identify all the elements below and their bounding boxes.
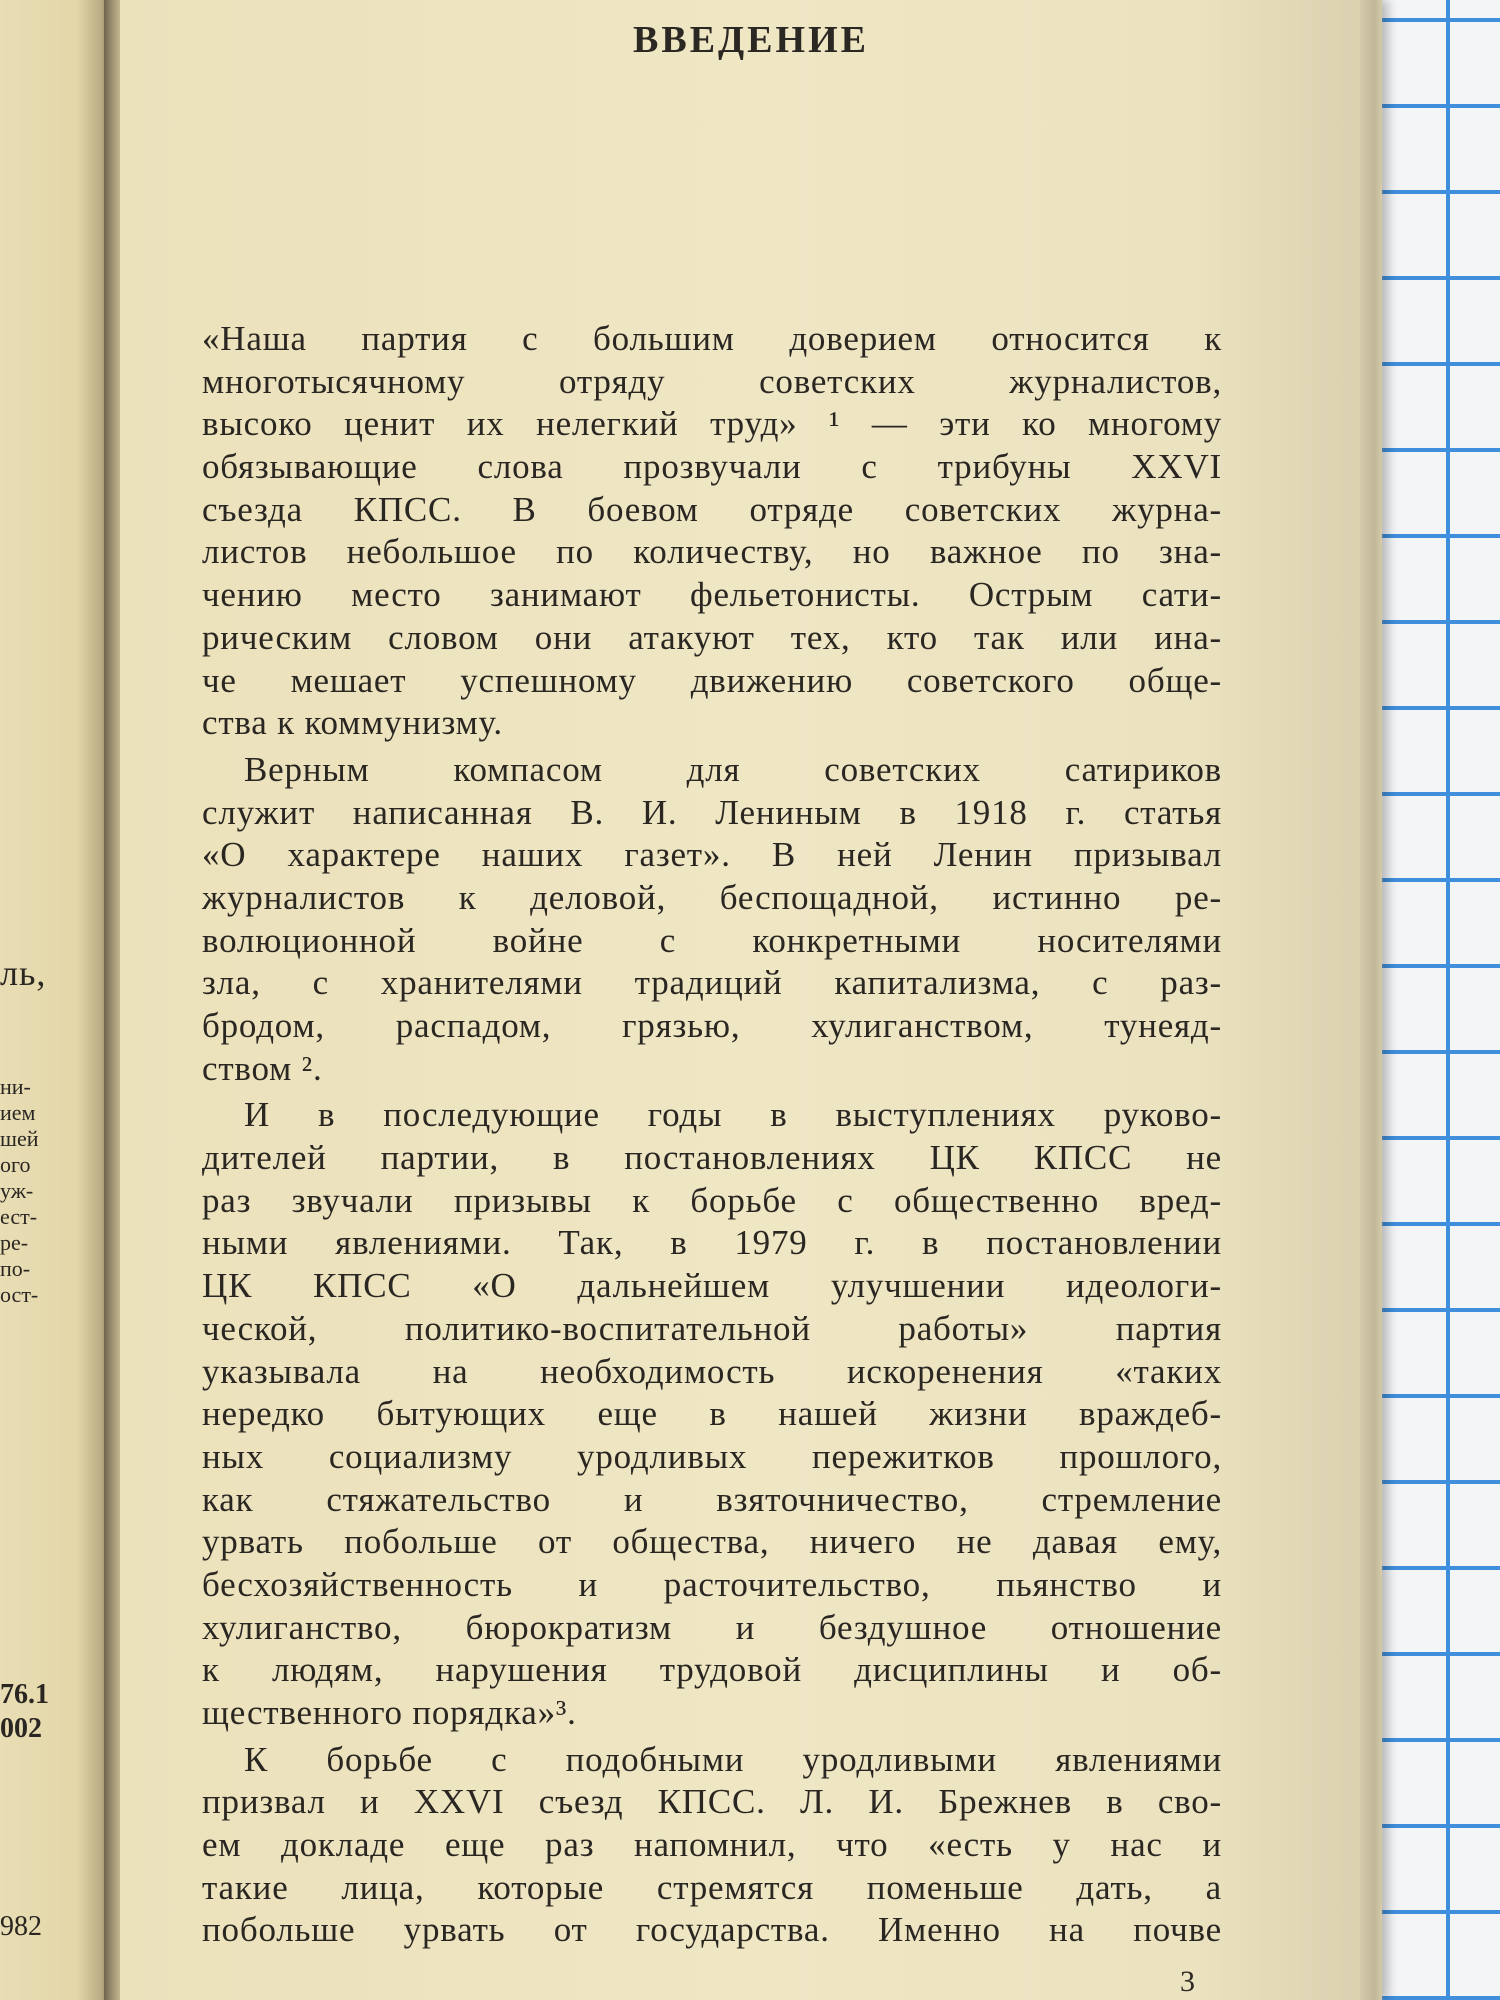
- text-line: зла, с хранителями традиций капитализма, с раз-: [202, 963, 1222, 1003]
- page-title: ВВЕДЕНИЕ: [633, 19, 869, 61]
- text-line: урвать побольше от общества, ничего не давая ему,: [202, 1522, 1222, 1562]
- text-line: волюционной войне с конкретными носителями: [202, 920, 1222, 960]
- left-page-fragment: ль,: [0, 953, 47, 993]
- left-facing-page: [0, 0, 110, 2000]
- text-line: служит написанная В. И. Лениным в 1918 г. статья: [202, 792, 1222, 832]
- text-line: журналистов к деловой, беспощадной, истинно ре-: [202, 877, 1222, 917]
- text-line: побольше урвать от государства. Именно на почве: [202, 1910, 1222, 1950]
- text-line: Верным компасом для советских сатириков: [244, 749, 1222, 789]
- text-line: ческой, политико-воспитательной работы» партия: [202, 1308, 1222, 1348]
- text-line: рическим словом они атакуют тех, кто так или ина-: [202, 617, 1222, 657]
- text-line: К борьбе с подобными уродливыми явлениями: [244, 1739, 1222, 1779]
- text-line: такие лица, которые стремятся поменьше дать, а: [202, 1867, 1222, 1907]
- left-page-fragment: ест-: [0, 1204, 38, 1229]
- body-text: [202, 318, 1222, 1952]
- text-line: щественного порядка»³.: [202, 1693, 577, 1732]
- text-line: призвал и XXVI съезд КПСС. Л. И. Брежнев в сво-: [202, 1782, 1222, 1822]
- text-line: дителей партии, в постановлениях ЦК КПСС не: [202, 1138, 1222, 1178]
- text-line: к людям, нарушения трудовой дисциплины и об-: [202, 1650, 1222, 1690]
- text-line: листов небольшое по количеству, но важное по зна-: [202, 532, 1222, 572]
- text-line: ных социализму уродливых пережитков прошлого,: [202, 1436, 1222, 1476]
- page-number: 3: [1180, 1965, 1195, 1998]
- book-page: [120, 0, 1382, 2000]
- text-line: бродом, распадом, грязью, хулиганством, тунеяд-: [202, 1006, 1222, 1045]
- text-line: обязывающие слова прозвучали с трибуны XXVI: [202, 447, 1222, 487]
- left-page-code: 76.1: [0, 1679, 49, 1710]
- text-line: чению место занимают фельетонисты. Острым сати-: [202, 575, 1222, 615]
- text-line: многотысячному отряду советских журналистов,: [202, 361, 1222, 401]
- text-line: ными явлениями. Так, в 1979 г. в постановлении: [202, 1223, 1222, 1263]
- left-page-fragment: ре-: [0, 1230, 29, 1255]
- left-page-fragment: ост-: [0, 1282, 39, 1307]
- text-line: «О характере наших газет». В ней Ленин призывал: [202, 835, 1222, 875]
- page-edge-shadow: [1360, 0, 1384, 2000]
- text-line: съезда КПСС. В боевом отряде советских журна-: [202, 489, 1222, 529]
- text-line: как стяжательство и взяточничество, стремление: [202, 1479, 1222, 1519]
- text-line: че мешает успешному движению советского обще-: [202, 660, 1222, 700]
- text-line: ством ².: [202, 1048, 323, 1088]
- text-line: «Наша партия с большим доверием относится к: [202, 319, 1222, 358]
- text-line: бесхозяйственность и расточительство, пьянство и: [202, 1564, 1222, 1604]
- text-line: И в последующие годы в выступлениях руково-: [244, 1095, 1222, 1135]
- text-line: высоко ценит их нелегкий труд» ¹ — эти ко многому: [202, 404, 1222, 444]
- left-page-year: 982: [0, 1911, 42, 1942]
- text-line: раз звучали призывы к борьбе с общественно вред-: [202, 1180, 1222, 1220]
- left-page-fragment: ием: [0, 1100, 36, 1125]
- text-line: нередко бытующих еще в нашей жизни враждеб-: [202, 1394, 1222, 1434]
- text-line: ства к коммунизму.: [202, 703, 503, 743]
- left-page-fragment: ого: [0, 1152, 31, 1177]
- left-page-fragment: шей: [0, 1126, 39, 1151]
- left-page-fragment: по-: [0, 1256, 31, 1281]
- text-line: указывала на необходимость искоренения «таких: [202, 1351, 1222, 1391]
- left-page-fragment: уж-: [0, 1178, 34, 1203]
- left-page-code: 002: [0, 1713, 42, 1744]
- text-line: ЦК КПСС «О дальнейшем улучшении идеологи-: [202, 1266, 1222, 1306]
- text-line: хулиганство, бюрократизм и бездушное отношение: [202, 1607, 1222, 1647]
- text-line: ем докладе еще раз напомнил, что «есть у нас и: [202, 1825, 1222, 1865]
- left-page-fragment: ни-: [0, 1074, 31, 1099]
